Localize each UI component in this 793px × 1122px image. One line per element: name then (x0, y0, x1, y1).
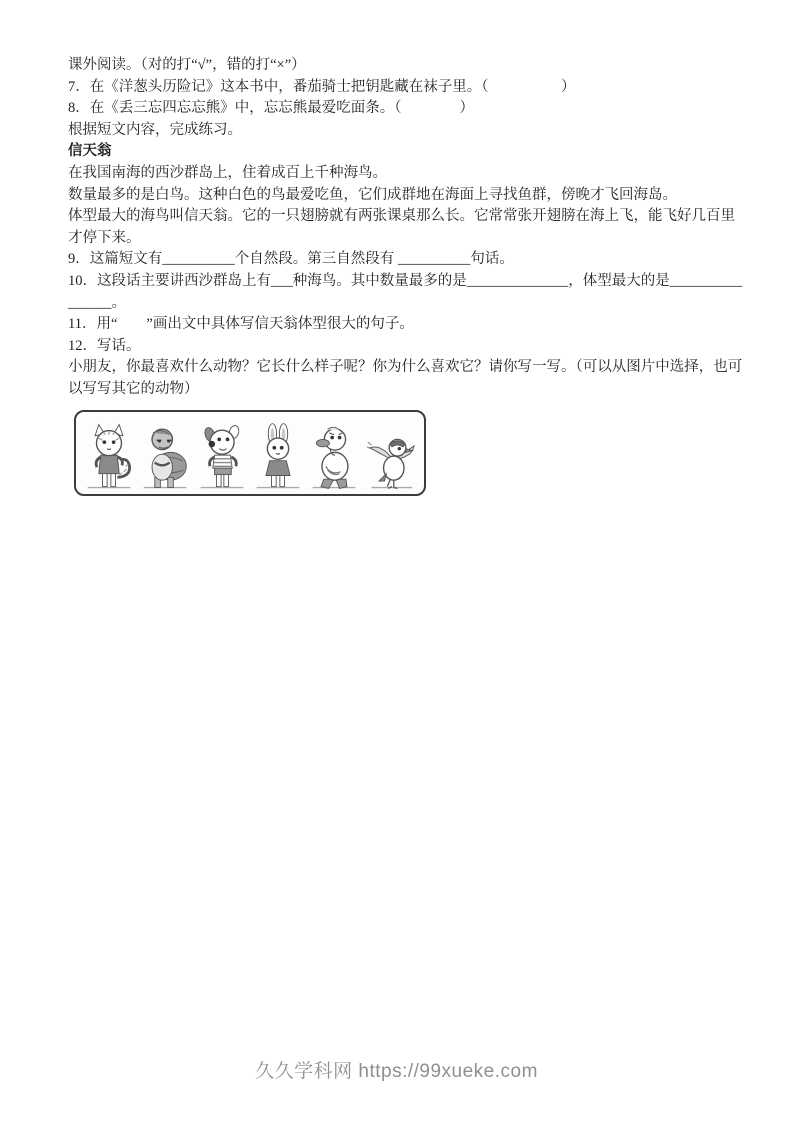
cat-illustration (84, 422, 134, 492)
passage-title: 信天翁 (68, 143, 112, 160)
dog-illustration (197, 422, 247, 492)
passage-paragraph-2: 数量最多的是白鸟。这种白色的鸟最爱吃鱼，它们成群地在海面上寻找鱼群，傍晚才飞回海岛。 (68, 186, 677, 203)
question-9: 9．这篇短文有__________个自然段。第三自然段有 __________句话。 (68, 251, 514, 268)
question-8: 8．在《丢三忘四忘忘熊》中，忘忘熊最爱吃面条。（ ） (68, 100, 474, 117)
duck-illustration (309, 422, 359, 492)
site-name: 久久学科网 (255, 1061, 353, 1082)
bird-illustration (366, 422, 416, 492)
passage-paragraph-3: 体型最大的海鸟叫信天翁。它的一只翅膀就有两张课桌那么长。它常常张开翅膀在海上飞，能飞好几百里才停下来。 (68, 208, 735, 246)
passage-section-instruction: 根据短文内容，完成练习。 (68, 121, 242, 138)
animal-picture-box (74, 410, 426, 496)
question-10: 10．这段话主要讲西沙群岛上有___种海鸟。其中数量最多的是______________，体型最大的是________________。 (68, 272, 743, 311)
worksheet-content (68, 55, 744, 496)
reading-check-instruction: 课外阅读。（对的打“√”，错的打“×”） (68, 57, 306, 73)
turtle-illustration (140, 422, 190, 492)
question-12: 12．写话。 (68, 337, 141, 354)
site-url: https://99xueke.com (358, 1061, 538, 1082)
question-12-prompt: 小朋友，你最喜欢什么动物？它长什么样子呢？你为什么喜欢它？请你写一写。（可以从图片中选择，也可以写写其它的动物） (68, 359, 743, 397)
question-11: 11．用“ ”画出文中具体写信天翁体型很大的句子。 (68, 316, 414, 333)
question-7: 7．在《洋葱头历险记》这本书中，番茄骑士把钥匙藏在袜子里。（ ） (68, 78, 576, 95)
rabbit-illustration (253, 422, 303, 492)
passage-paragraph-1: 在我国南海的西沙群岛上，住着成百上千种海鸟。 (68, 164, 387, 181)
watermark-footer (0, 1056, 793, 1083)
